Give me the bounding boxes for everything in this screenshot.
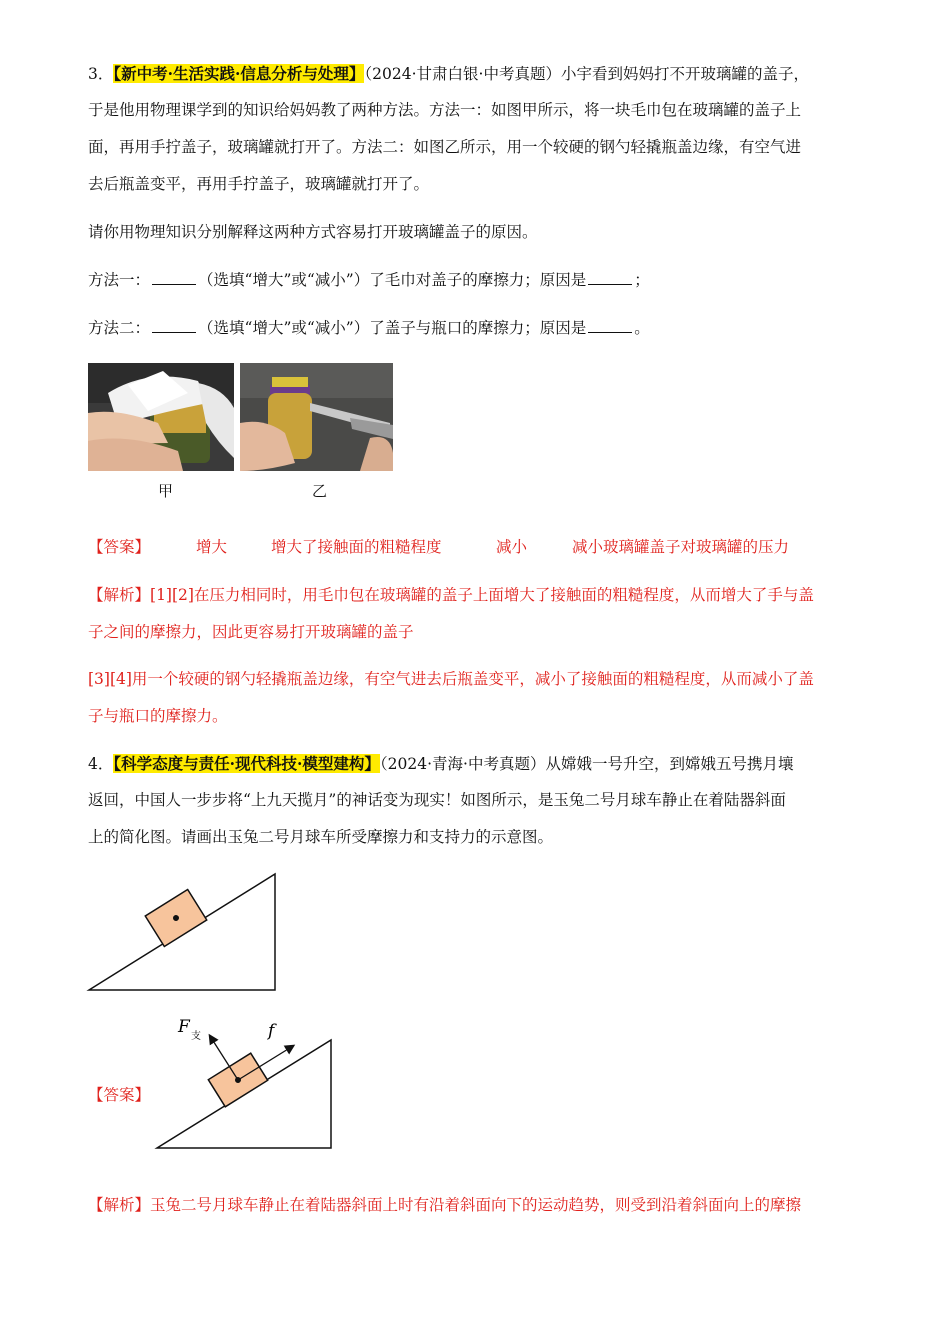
answer-blank: [152, 270, 196, 285]
friction-force-label: f: [268, 1021, 275, 1041]
support-force-label: F: [178, 1017, 190, 1037]
q4-line-2: 返回，中国人一步步将“上九天揽月”的神话变为现实！如图所示，是玉兔二号月球车静止在着陆器斜面: [88, 791, 786, 809]
q3-tag: 【新中考·生活实践·信息分析与处理】: [113, 64, 365, 83]
q3-method-1: 方法一： （选填“增大”或“减小”）了毛巾对盖子的摩擦力；原因是 ；: [88, 271, 650, 289]
q3-line-2: 于是他用物理课学到的知识给妈妈教了两种方法。方法一：如图甲所示，将一块毛巾包在玻璃罐的盖子上: [88, 101, 802, 119]
q3-analysis-4: 子与瓶口的摩擦力。: [88, 707, 228, 725]
photo-spoon-jar: [240, 363, 393, 471]
answer-blank: [588, 270, 632, 285]
answer-3: 减小: [496, 538, 528, 556]
q3-analysis-2: 子之间的摩擦力，因此更容易打开玻璃罐的盖子: [88, 623, 414, 641]
q3-method-2: 方法二： （选填“增大”或“减小”）了盖子与瓶口的摩擦力；原因是 。: [88, 319, 650, 337]
photo-towel-jar: [88, 363, 234, 471]
q3-analysis-1: 【解析】[1][2]在压力相同时，用毛巾包在玻璃罐的盖子上面增大了接触面的粗糙程度，从而增大了手与盖: [88, 586, 814, 604]
support-force-subscript: 支: [191, 1031, 201, 1042]
incline-diagram: [86, 870, 280, 994]
q3-ask: 请你用物理知识分别解释这两种方式容易打开玻璃罐盖子的原因。: [88, 223, 538, 241]
q3-analysis-3: [3][4]用一个较硬的钢勺轻撬瓶盖边缘，有空气进去后瓶盖变平，减小了接触面的粗糙程度，从而减小了盖: [88, 670, 814, 688]
q4-line-3: 上的简化图。请画出玉兔二号月球车所受摩擦力和支持力的示意图。: [88, 828, 554, 846]
q4-tag: 【科学态度与责任·现代科技·模型建构】: [113, 754, 380, 773]
q3-line-3: 面，再用手拧盖子，玻璃罐就打开了。方法二：如图乙所示，用一个较硬的钢勺轻撬瓶盖边缘，有空气进: [88, 138, 802, 156]
q4-answer-label: 【答案】: [88, 1086, 151, 1104]
answer-4: 减小玻璃罐盖子对玻璃罐的压力: [572, 538, 790, 556]
q4-analysis-1: 【解析】玉兔二号月球车静止在着陆器斜面上时有沿着斜面向下的运动趋势，则受到沿着斜面向上的摩擦: [88, 1196, 802, 1214]
answer-1: 增大: [196, 538, 228, 556]
answer-blank: [588, 318, 632, 333]
answer-blank: [152, 318, 196, 333]
caption-jia: 甲: [158, 482, 174, 500]
q3-line-4: 去后瓶盖变平，再用手拧盖子，玻璃罐就打开了。: [88, 175, 430, 193]
incline-force-diagram: [150, 1012, 340, 1152]
answer-2: 增大了接触面的粗糙程度: [271, 538, 442, 556]
q4-line-1: 4．【科学态度与责任·现代科技·模型建构】（2024·青海·中考真题）从嫦娥一号升空，到嫦娥五号携月壤: [88, 754, 794, 773]
q3-line-1: 3．【新中考·生活实践·信息分析与处理】（2024·甘肃白银·中考真题）小宇看到妈妈打不开玻璃罐的盖子，: [88, 64, 809, 83]
caption-yi: 乙: [312, 482, 328, 500]
answer-label: 【答案】: [88, 538, 151, 556]
